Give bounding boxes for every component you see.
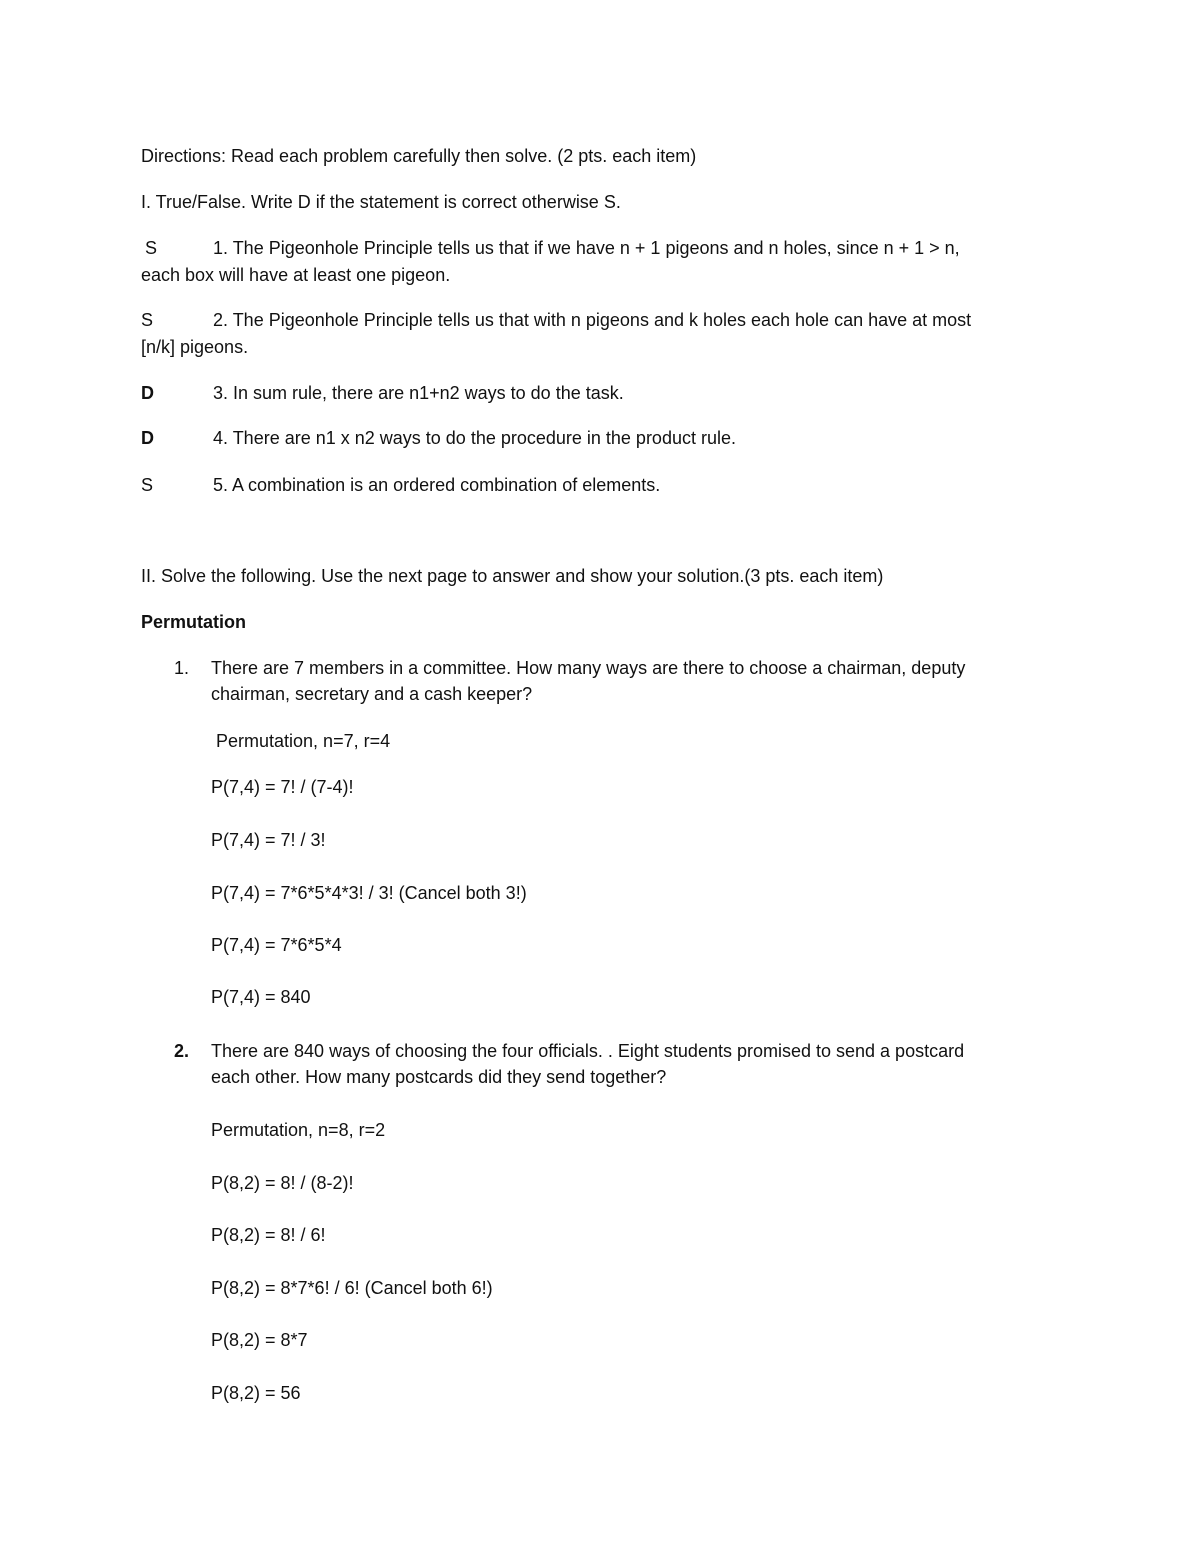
problem-2-work-line: Permutation, n=8, r=2 — [211, 1120, 386, 1140]
problem-1-work-line: P(7,4) = 7! / (7-4)! — [211, 777, 354, 797]
problem-1-work-line: Permutation, n=7, r=4 — [211, 731, 391, 751]
problem-2-work-line: P(8,2) = 8*7 — [211, 1330, 308, 1350]
tf-item-1 — [141, 235, 1041, 288]
part2-heading: II. Solve the following. Use the next page to answer and show your solution.(3 pts. each item) — [141, 566, 884, 586]
directions-text: Directions: Read each problem carefully then solve. (2 pts. each item) — [141, 146, 697, 166]
tf-statement-3: 3. In sum rule, there are n1+n2 ways to do the task. — [213, 383, 624, 403]
problem-1-line2: chairman, secretary and a cash keeper? — [211, 684, 533, 704]
problem-2-line1: There are 840 ways of choosing the four officials. . Eight students promised to send a postcard — [211, 1041, 965, 1061]
tf-item-3 — [141, 380, 1041, 406]
tf-answer-1: S — [145, 238, 158, 258]
part1-heading: I. True/False. Write D if the statement is correct otherwise S. — [141, 192, 621, 212]
problem-2 — [174, 1038, 1044, 1090]
tf-item-2 — [141, 307, 1041, 360]
problem-2-work-line: P(8,2) = 8! / 6! — [211, 1225, 326, 1245]
problem-2-number: 2. — [174, 1041, 190, 1061]
section-title-permutation: Permutation — [141, 612, 247, 632]
tf-statement-1-line2: each box will have at least one pigeon. — [141, 265, 451, 285]
tf-statement-2-line2: [n/k] pigeons. — [141, 337, 249, 357]
problem-1-work-line: P(7,4) = 7*6*5*4*3! / 3! (Cancel both 3!) — [211, 883, 527, 903]
tf-answer-2: S — [141, 310, 154, 330]
tf-statement-4: 4. There are n1 x n2 ways to do the procedure in the product rule. — [213, 428, 736, 448]
tf-item-5 — [141, 472, 1041, 498]
tf-answer-3: D — [141, 383, 154, 403]
problem-1-work-line: P(7,4) = 7*6*5*4 — [211, 935, 342, 955]
problem-1-work-line: P(7,4) = 840 — [211, 987, 311, 1007]
tf-answer-4: D — [141, 428, 154, 448]
problem-1 — [174, 655, 1044, 707]
tf-statement-5: 5. A combination is an ordered combination of elements. — [213, 475, 661, 495]
problem-1-work-line: P(7,4) = 7! / 3! — [211, 830, 326, 850]
tf-item-4 — [141, 425, 1041, 451]
tf-answer-5: S — [141, 475, 154, 495]
problem-2-line2: each other. How many postcards did they send together? — [211, 1067, 667, 1087]
problem-2-work-line: P(8,2) = 8! / (8-2)! — [211, 1173, 354, 1193]
problem-1-number: 1. — [174, 658, 190, 678]
problem-2-work-line: P(8,2) = 56 — [211, 1383, 301, 1403]
tf-statement-1-line1: 1. The Pigeonhole Principle tells us that if we have n + 1 pigeons and n holes, since n + 1 > n, — [213, 238, 960, 258]
tf-statement-2-line1: 2. The Pigeonhole Principle tells us that with n pigeons and k holes each hole can have at most — [213, 310, 972, 330]
problem-2-work-line: P(8,2) = 8*7*6! / 6! (Cancel both 6!) — [211, 1278, 493, 1298]
problem-1-line1: There are 7 members in a committee. How many ways are there to choose a chairman, deputy — [211, 658, 966, 678]
